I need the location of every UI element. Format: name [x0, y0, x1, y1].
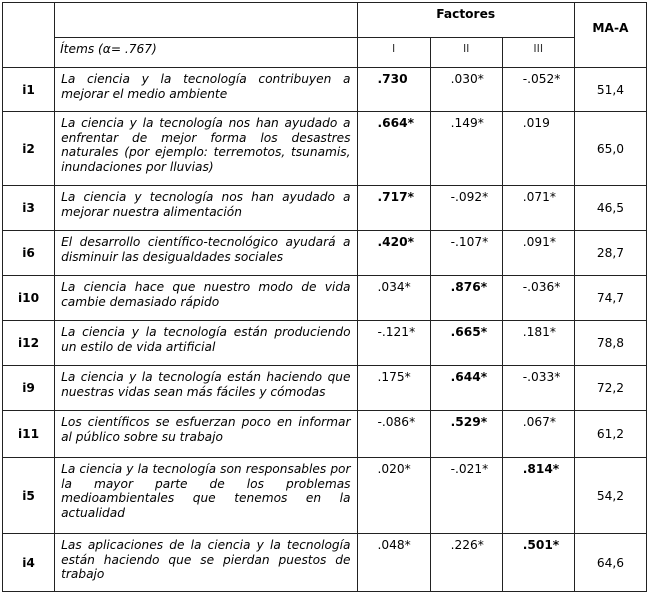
- header-factor-1: I: [357, 38, 430, 68]
- factor-3-loading: -.052*: [502, 68, 574, 112]
- header-corner: [3, 3, 55, 68]
- item-text: La ciencia y la tecnología son responsables por la mayor parte de los problemas medioambientales que tenemos en la actualidad: [55, 458, 357, 534]
- table-row: [3, 231, 647, 276]
- factor-3-loading: .091*: [502, 231, 574, 276]
- maa-value: 65,0: [574, 112, 646, 186]
- factor-loadings-table: [2, 2, 647, 592]
- item-id: i10: [3, 276, 55, 321]
- table-row: [3, 321, 647, 366]
- item-text: La ciencia y la tecnología están produciendo un estilo de vida artificial: [55, 321, 357, 366]
- item-text: La ciencia y la tecnología contribuyen a mejorar el medio ambiente: [55, 68, 357, 112]
- header-row-top: [3, 3, 647, 38]
- maa-value: 64,6: [574, 534, 646, 592]
- item-id: i4: [3, 534, 55, 592]
- header-items: Ítems (α= .767): [55, 38, 357, 68]
- table-row: [3, 112, 647, 186]
- factor-2-loading: -.092*: [430, 186, 502, 231]
- factor-3-loading: .067*: [502, 411, 574, 458]
- item-id: i6: [3, 231, 55, 276]
- factor-3-loading: .814*: [502, 458, 574, 534]
- factor-2-loading: .149*: [430, 112, 502, 186]
- header-blank: [55, 3, 357, 38]
- factor-3-loading: .501*: [502, 534, 574, 592]
- maa-value: 54,2: [574, 458, 646, 534]
- factor-3-loading: -.033*: [502, 366, 574, 411]
- factor-2-loading: -.021*: [430, 458, 502, 534]
- maa-value: 51,4: [574, 68, 646, 112]
- factor-1-loading: .048*: [357, 534, 430, 592]
- factor-1-loading: .420*: [357, 231, 430, 276]
- factor-1-loading: .020*: [357, 458, 430, 534]
- table-row: [3, 68, 647, 112]
- item-text: La ciencia y la tecnología nos han ayudado a enfrentar de mejor forma los desastres naturales (por ejemplo: terremotos, tsunamis, inundaciones por lluvias): [55, 112, 357, 186]
- item-id: i2: [3, 112, 55, 186]
- factor-2-loading: .529*: [430, 411, 502, 458]
- maa-value: 61,2: [574, 411, 646, 458]
- factor-3-loading: .181*: [502, 321, 574, 366]
- factor-1-loading: .034*: [357, 276, 430, 321]
- table-row: [3, 186, 647, 231]
- item-id: i5: [3, 458, 55, 534]
- table-row: [3, 534, 647, 592]
- table-row: [3, 276, 647, 321]
- header-factor-2: II: [430, 38, 502, 68]
- maa-value: 28,7: [574, 231, 646, 276]
- factor-3-loading: .071*: [502, 186, 574, 231]
- factor-1-loading: -.086*: [357, 411, 430, 458]
- factor-2-loading: -.107*: [430, 231, 502, 276]
- factor-2-loading: .665*: [430, 321, 502, 366]
- maa-value: 72,2: [574, 366, 646, 411]
- item-id: i1: [3, 68, 55, 112]
- table-row: [3, 411, 647, 458]
- factor-1-loading: .717*: [357, 186, 430, 231]
- header-row-sub: [3, 38, 647, 68]
- header-maa: MA-A: [574, 3, 646, 68]
- item-text: La ciencia y la tecnología están haciendo que nuestras vidas sean más fáciles y cómodas: [55, 366, 357, 411]
- maa-value: 46,5: [574, 186, 646, 231]
- factor-3-loading: .019: [502, 112, 574, 186]
- table-row: [3, 458, 647, 534]
- maa-value: 74,7: [574, 276, 646, 321]
- factor-1-loading: -.121*: [357, 321, 430, 366]
- table-row: [3, 366, 647, 411]
- item-text: El desarrollo científico-tecnológico ayudará a disminuir las desigualdades sociales: [55, 231, 357, 276]
- factor-2-loading: .644*: [430, 366, 502, 411]
- item-id: i11: [3, 411, 55, 458]
- table-body: [3, 68, 647, 592]
- factor-1-loading: .730: [357, 68, 430, 112]
- item-text: Las aplicaciones de la ciencia y la tecnología están haciendo que se pierdan puestos de trabajo: [55, 534, 357, 592]
- factor-1-loading: .175*: [357, 366, 430, 411]
- item-text: Los científicos se esfuerzan poco en informar al público sobre su trabajo: [55, 411, 357, 458]
- item-id: i12: [3, 321, 55, 366]
- header-factor-3: III: [502, 38, 574, 68]
- item-id: i3: [3, 186, 55, 231]
- factor-2-loading: .226*: [430, 534, 502, 592]
- factor-3-loading: -.036*: [502, 276, 574, 321]
- factor-2-loading: .876*: [430, 276, 502, 321]
- item-id: i9: [3, 366, 55, 411]
- header-factores: Factores: [357, 3, 574, 38]
- maa-value: 78,8: [574, 321, 646, 366]
- factor-1-loading: .664*: [357, 112, 430, 186]
- item-text: La ciencia y tecnología nos han ayudado a mejorar nuestra alimentación: [55, 186, 357, 231]
- item-text: La ciencia hace que nuestro modo de vida cambie demasiado rápido: [55, 276, 357, 321]
- factor-2-loading: .030*: [430, 68, 502, 112]
